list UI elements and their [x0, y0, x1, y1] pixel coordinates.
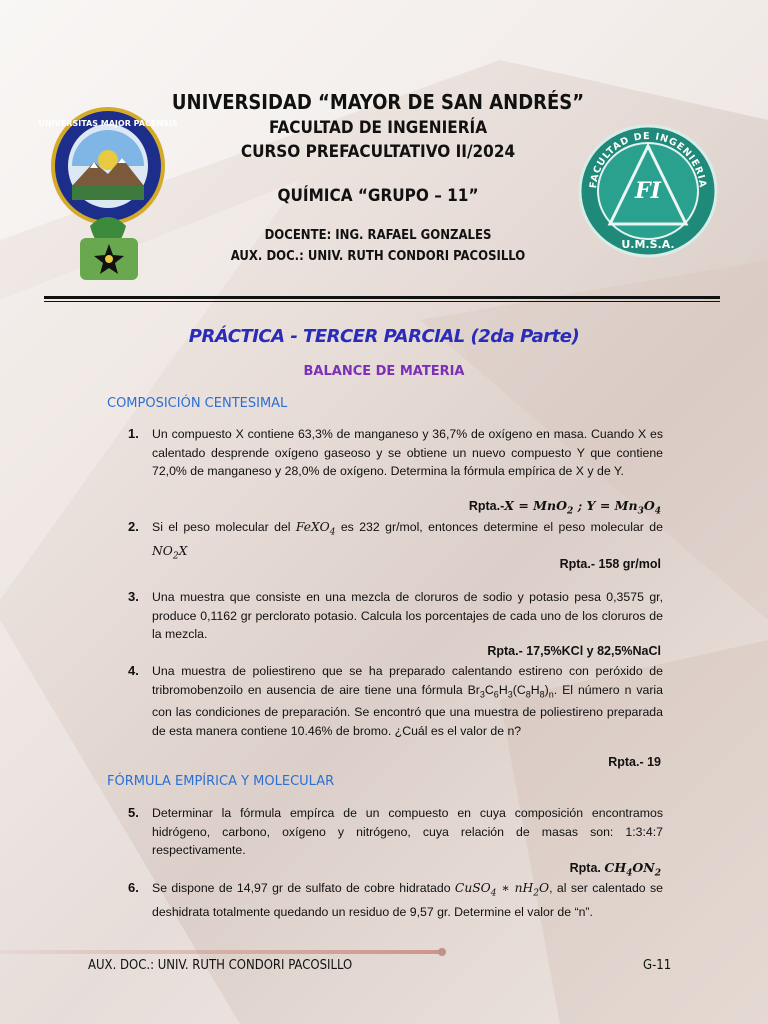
- problem-text: Determinar la fórmula empírca de un compuesto en cuya composición encontramos hidrógeno, carbono, oxígeno y nitrógeno, cuya relación de masas son: 1:3:4:7 respectivamente.: [152, 806, 663, 857]
- course-name: CURSO PREFACULTATIVO II/2024: [240, 142, 516, 162]
- answer-1: Rpta.-X = MnO$_2$ ; $Y = Mn_3O_4$: [468, 498, 661, 517]
- problem-6: [128, 879, 663, 921]
- practice-title: PRÁCTICA - TERCER PARCIAL (2da Parte): [188, 326, 580, 347]
- footer-divider: [0, 950, 445, 954]
- problem-5: [128, 804, 663, 860]
- problem-3: [128, 588, 663, 644]
- problem-text: Si el peso molecular del FeXO$_4$ es 232 gr/mol, entonces determine el peso molecular de $NO_2X$: [152, 520, 663, 562]
- problem-number: 4.: [128, 663, 139, 678]
- footer-group-code: G-11: [643, 958, 672, 973]
- answer-prefix: Rpta.-: [468, 499, 505, 513]
- problem-text: Una muestra que consiste en una mezcla de cloruros de sodio y potasio pesa 0,3575 gr, produce 0,1162 gr perclorato potasio. Calcula los porcentajes de cada uno de los cloruros de la mezcla.: [152, 590, 663, 641]
- answer-2: Rpta.- 158 gr/mol: [559, 557, 661, 571]
- problem-number: 2.: [128, 519, 139, 534]
- svg-text:U.M.S.A.: U.M.S.A.: [621, 238, 675, 251]
- section-heading-formula: FÓRMULA EMPÍRICA Y MOLECULAR: [107, 774, 335, 789]
- problem-1: [128, 425, 663, 481]
- problem-text: Se dispone de 14,97 gr de sulfato de cobre hidratado CuSO$_4$ ∗ $nH_2O$, al ser calentado se deshidrata totalmente quedando un residuo de 9,57 gr. Determine el valor de “n”.: [152, 881, 663, 919]
- footer-author: AUX. DOC.: UNIV. RUTH CONDORI PACOSILLO: [88, 958, 353, 973]
- answer-4: Rpta.- 19: [608, 755, 661, 769]
- problem-number: 1.: [128, 426, 139, 441]
- problem-text: Una muestra de poliestireno que se ha preparado calentando estireno con peróxido de tribromobenzoilo en ausencia de aire tiene una fórmula $Br_3C_6H_3(C_8H_8)_n$. El número n varia con las condiciones de preparación. Se encontró que una muestra de poliestireno preparada de esta manera contiene 10.46% de bromo. ¿Cuál es el valor de n?: [152, 664, 663, 738]
- svg-text:UNIVERSITAS MAJOR PACENSIS: UNIVERSITAS MAJOR PACENSIS: [38, 119, 178, 128]
- university-name: UNIVERSIDAD “MAYOR DE SAN ANDRÉS”: [171, 90, 585, 114]
- problem-number: 3.: [128, 589, 139, 604]
- teacher-name: DOCENTE: ING. RAFAEL GONZALES: [264, 228, 492, 243]
- subject-name: QUÍMICA “GRUPO – 11”: [277, 186, 479, 206]
- problem-text: Un compuesto X contiene 63,3% de manganeso y 36,7% de oxígeno en masa. Cuando X es calentado desprende oxígeno gaseoso y se obtiene un nuevo compuesto Y que contiene 72,0% de manganeso y 28,0% de oxígeno. Determina la fórmula empírica de X y de Y.: [152, 427, 663, 478]
- answer-5: Rpta. $CH_4ON_2$: [569, 860, 661, 879]
- section-heading-composicion: COMPOSICIÓN CENTESIMAL: [107, 396, 288, 411]
- logo-fi-text: FI: [635, 178, 661, 204]
- header-divider-thick: [44, 296, 720, 299]
- problem-number: 5.: [128, 805, 139, 820]
- faculty-name: FACULTAD DE INGENIERÍA: [268, 118, 488, 138]
- answer-prefix: Rpta.: [569, 861, 601, 875]
- footer-divider-dot: [438, 948, 446, 956]
- problem-4: [128, 662, 663, 740]
- header-title-block: [150, 90, 606, 264]
- problem-number: 6.: [128, 880, 139, 895]
- answer-3: Rpta.- 17,5%KCl y 82,5%NaCl: [487, 644, 661, 658]
- svg-text:FACULTAD DE INGENIERIA: FACULTAD DE INGENIERIA: [588, 130, 709, 189]
- practice-subtitle: BALANCE DE MATERIA: [303, 364, 465, 379]
- assistant-name: AUX. DOC.: UNIV. RUTH CONDORI PACOSILLO: [230, 249, 526, 264]
- header-divider-thin: [44, 301, 720, 302]
